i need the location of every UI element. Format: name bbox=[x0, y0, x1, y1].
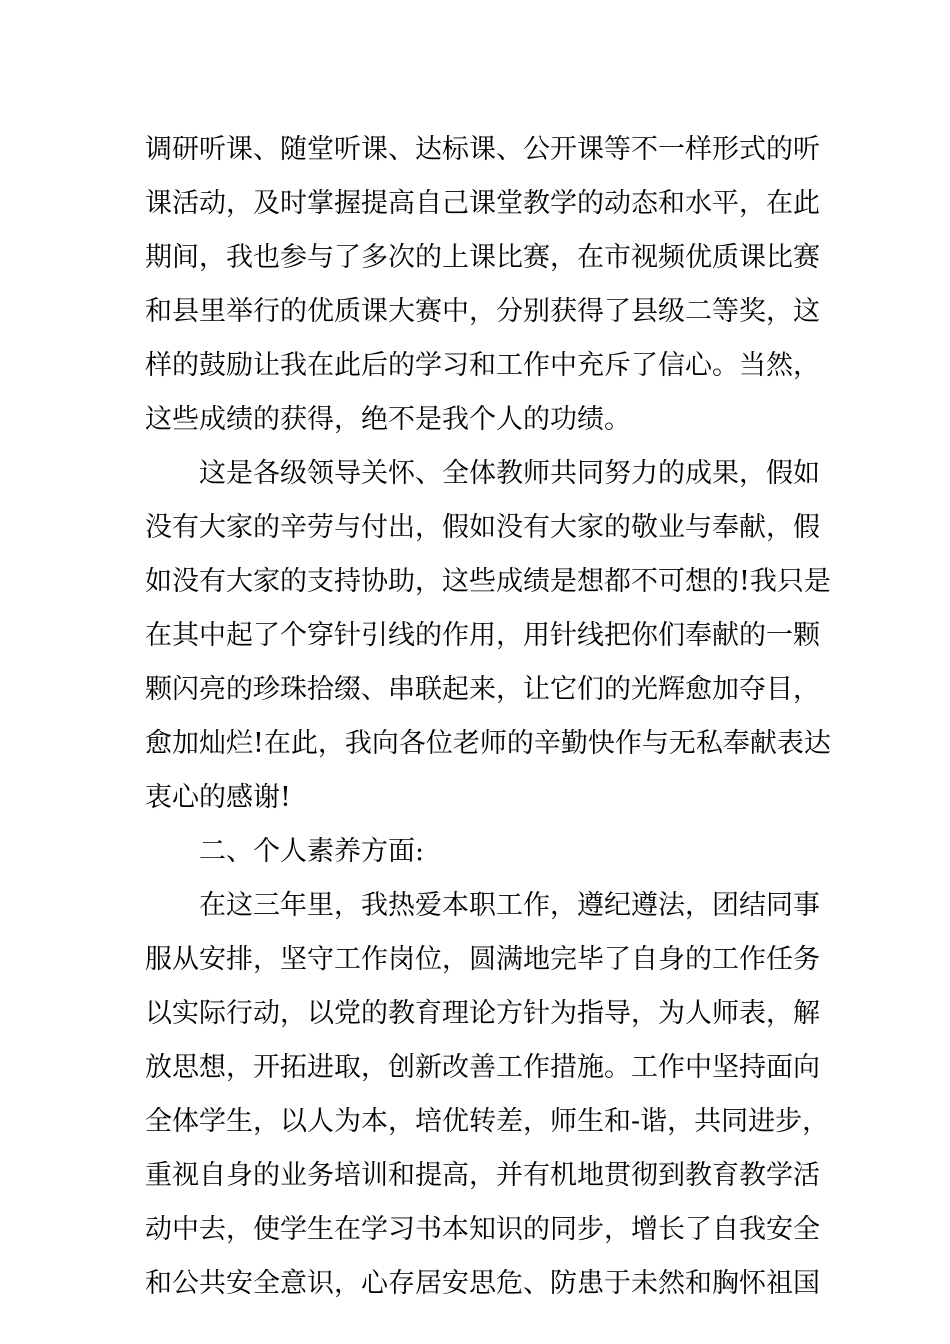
paragraph-first-line: 这是各级领导关怀、全体教师共同努力的成果，假如 bbox=[199, 458, 820, 489]
text-line: 在其中起了个穿针引线的作用，用针线把你们奉献的一颗 bbox=[145, 620, 820, 651]
text-line: 放思想，开拓进取，创新改善工作措施。工作中坚持面向 bbox=[145, 1052, 820, 1083]
text-line: 重视自身的业务培训和提高，并有机地贯彻到教育教学活 bbox=[145, 1160, 820, 1191]
text-line: 调研听课、随堂听课、达标课、公开课等不一样形式的听 bbox=[145, 134, 820, 165]
text-line: 颗闪亮的珍珠拾缀、串联起来，让它们的光辉愈加夺目， bbox=[145, 674, 820, 705]
text-line: 这些成绩的获得，绝不是我个人的功绩。 bbox=[145, 404, 631, 435]
text-line: 服从安排，坚守工作岗位，圆满地完毕了自身的工作任务 bbox=[145, 944, 820, 975]
text-line: 没有大家的辛劳与付出，假如没有大家的敬业与奉献，假 bbox=[145, 512, 820, 543]
text-line: 和县里举行的优质课大赛中，分别获得了县级二等奖，这 bbox=[145, 296, 820, 327]
text-line: 全体学生，以人为本，培优转差，师生和-谐，共同进步， bbox=[145, 1106, 830, 1137]
text-line: 课活动，及时掌握提高自己课堂教学的动态和水平，在此 bbox=[145, 188, 820, 219]
paragraph-first-line: 在这三年里，我热爱本职工作，遵纪遵法，团结同事 bbox=[199, 890, 820, 921]
text-line: 样的鼓励让我在此后的学习和工作中充斥了信心。当然， bbox=[145, 350, 820, 381]
text-line: 期间，我也参与了多次的上课比赛，在市视频优质课比赛 bbox=[145, 242, 820, 273]
section-heading: 二、个人素养方面: bbox=[199, 836, 425, 867]
text-line: 如没有大家的支持协助，这些成绩是想都不可想的!我只是 bbox=[145, 566, 831, 597]
text-line: 愈加灿烂!在此，我向各位老师的辛勤快作与无私奉献表达 bbox=[145, 728, 831, 759]
text-line: 动中去，使学生在学习书本知识的同步，增长了自我安全 bbox=[145, 1214, 820, 1245]
text-line: 以实际行动，以党的教育理论方针为指导，为人师表，解 bbox=[145, 998, 820, 1029]
text-line: 衷心的感谢! bbox=[145, 782, 291, 813]
text-line: 和公共安全意识，心存居安思危、防患于未然和胸怀祖国 bbox=[145, 1268, 820, 1299]
document-body bbox=[145, 123, 831, 1311]
